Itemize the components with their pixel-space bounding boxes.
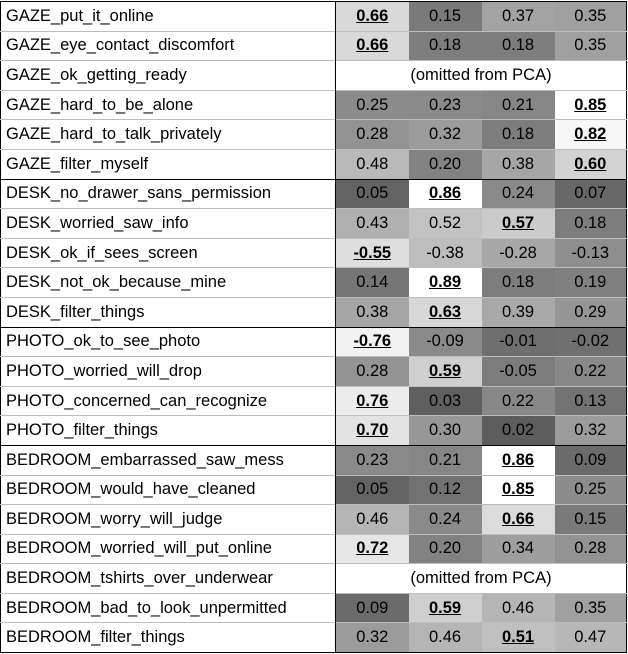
row-label: GAZE_hard_to_talk_privately [1, 120, 336, 150]
loading-value: 0.85 [501, 480, 535, 499]
loading-value: 0.14 [356, 273, 389, 292]
row-label: DESK_ok_if_sees_screen [1, 238, 336, 268]
loading-cell [555, 2, 627, 32]
loading-cell [482, 297, 555, 327]
loading-cell [555, 505, 627, 535]
loading-cell [409, 505, 482, 535]
loading-value: 0.22 [574, 361, 607, 380]
loading-value: 0.28 [356, 125, 389, 144]
loading-cell [555, 386, 627, 416]
loading-value: 0.18 [501, 273, 535, 292]
table-row [1, 623, 627, 653]
loading-value: 0.25 [574, 480, 607, 499]
loading-value: 0.85 [574, 95, 607, 114]
loading-cell [409, 297, 482, 327]
loading-cell [409, 386, 482, 416]
loading-cell [555, 593, 627, 623]
loading-cell [409, 238, 482, 268]
loading-value: 0.46 [428, 628, 462, 647]
loading-value: 0.52 [428, 213, 462, 232]
loading-cell [555, 297, 627, 327]
loading-cell [555, 120, 627, 150]
loading-value: 0.18 [501, 125, 535, 144]
loading-value: 0.37 [501, 6, 535, 25]
loading-cell [336, 120, 409, 150]
loading-cell [409, 268, 482, 298]
loading-cell [555, 268, 627, 298]
loading-value: 0.20 [428, 154, 462, 173]
row-label: GAZE_ok_getting_ready [1, 61, 336, 91]
omitted-note: (omitted from PCA) [336, 564, 627, 594]
loading-cell [555, 90, 627, 120]
loading-value: 0.89 [428, 273, 462, 292]
table-row [1, 386, 627, 416]
loading-value: 0.03 [428, 391, 462, 410]
loading-value: 0.18 [428, 36, 462, 55]
loading-value: 0.24 [501, 184, 535, 203]
loading-value: 0.22 [501, 391, 535, 410]
row-label: PHOTO_worried_will_drop [1, 357, 336, 387]
loading-value: 0.32 [356, 628, 389, 647]
table-row [1, 31, 627, 61]
table-row [1, 505, 627, 535]
loading-value: 0.35 [574, 598, 607, 617]
row-label: BEDROOM_would_have_cleaned [1, 475, 336, 505]
table-row [1, 297, 627, 327]
loading-cell [482, 534, 555, 564]
loading-value: 0.39 [501, 302, 535, 321]
loading-cell [555, 179, 627, 209]
loading-cell [555, 534, 627, 564]
loading-value: 0.24 [428, 509, 462, 528]
loading-cell [409, 2, 482, 32]
loading-value: 0.46 [501, 598, 535, 617]
row-label: DESK_not_ok_because_mine [1, 268, 336, 298]
loading-cell [409, 31, 482, 61]
loading-cell [409, 90, 482, 120]
loading-value: 0.05 [356, 480, 389, 499]
loading-cell [336, 327, 409, 357]
loading-cell [482, 149, 555, 179]
loading-value: -0.02 [571, 332, 610, 351]
loading-value: -0.55 [353, 243, 392, 262]
loading-cell [336, 2, 409, 32]
loading-value: 0.35 [574, 36, 607, 55]
loading-value: 0.15 [574, 509, 607, 528]
loading-cell [482, 357, 555, 387]
table-row [1, 327, 627, 357]
loading-cell [555, 31, 627, 61]
loading-cell [482, 120, 555, 150]
table-row [1, 179, 627, 209]
loading-value: 0.59 [428, 361, 462, 380]
loading-cell [555, 445, 627, 475]
loading-value: 0.09 [574, 450, 607, 469]
row-label: GAZE_eye_contact_discomfort [1, 31, 336, 61]
loading-cell [409, 209, 482, 239]
loading-value: 0.60 [574, 154, 607, 173]
loading-cell [409, 475, 482, 505]
row-label: DESK_worried_saw_info [1, 209, 336, 239]
table-row [1, 564, 627, 594]
row-label: GAZE_put_it_online [1, 2, 336, 32]
table-row [1, 90, 627, 120]
loading-cell [336, 297, 409, 327]
loading-cell [409, 357, 482, 387]
loading-cell [482, 623, 555, 653]
loading-cell [482, 2, 555, 32]
loading-cell [409, 416, 482, 446]
loading-cell [336, 534, 409, 564]
loading-value: 0.38 [356, 302, 389, 321]
row-label: DESK_no_drawer_sans_permission [1, 179, 336, 209]
loading-cell [409, 593, 482, 623]
loading-cell [336, 209, 409, 239]
loading-value: -0.13 [571, 243, 610, 262]
loading-cell [555, 475, 627, 505]
table-row [1, 238, 627, 268]
loading-cell [555, 416, 627, 446]
loading-cell [336, 238, 409, 268]
loading-cell [482, 179, 555, 209]
row-label: BEDROOM_tshirts_over_underwear [1, 564, 336, 594]
loading-cell [482, 31, 555, 61]
table-row [1, 61, 627, 91]
loading-value: 0.15 [428, 6, 462, 25]
loading-value: 0.28 [356, 361, 389, 380]
loading-cell [482, 505, 555, 535]
loading-value: 0.76 [356, 391, 389, 410]
loading-value: 0.34 [501, 539, 535, 558]
loading-value: 0.23 [356, 450, 389, 469]
loading-value: 0.86 [428, 184, 462, 203]
loading-value: 0.13 [574, 391, 607, 410]
loading-value: 0.02 [501, 421, 535, 440]
loading-cell [336, 149, 409, 179]
loading-cell [482, 238, 555, 268]
table-row [1, 416, 627, 446]
row-label: BEDROOM_embarrassed_saw_mess [1, 445, 336, 475]
loading-value: -0.01 [499, 332, 537, 351]
loading-value: 0.09 [356, 598, 389, 617]
loading-value: 0.21 [501, 95, 535, 114]
loading-value: 0.35 [574, 6, 607, 25]
loading-cell [482, 386, 555, 416]
loading-value: 0.86 [501, 450, 535, 469]
loading-value: -0.76 [353, 332, 392, 351]
table-row [1, 209, 627, 239]
row-label: PHOTO_concerned_can_recognize [1, 386, 336, 416]
loading-value: 0.66 [356, 6, 389, 25]
pca-loadings-table [0, 1, 627, 653]
loading-cell [336, 357, 409, 387]
loading-cell [482, 475, 555, 505]
loading-cell [409, 534, 482, 564]
loading-cell [555, 238, 627, 268]
row-label: DESK_filter_things [1, 297, 336, 327]
loading-cell [482, 593, 555, 623]
loading-cell [336, 505, 409, 535]
loading-cell [555, 357, 627, 387]
row-label: BEDROOM_worry_will_judge [1, 505, 336, 535]
table-row [1, 534, 627, 564]
row-label: BEDROOM_bad_to_look_unpermitted [1, 593, 336, 623]
loading-cell [336, 475, 409, 505]
loading-cell [409, 327, 482, 357]
loading-value: 0.07 [574, 184, 607, 203]
loading-cell [409, 120, 482, 150]
loading-cell [409, 179, 482, 209]
loading-cell [482, 416, 555, 446]
loading-value: 0.46 [356, 509, 389, 528]
loading-cell [409, 623, 482, 653]
table-row [1, 2, 627, 32]
loading-cell [555, 623, 627, 653]
loading-value: 0.43 [356, 213, 389, 232]
row-label: PHOTO_ok_to_see_photo [1, 327, 336, 357]
loading-cell [555, 209, 627, 239]
loading-value: -0.05 [499, 361, 537, 380]
loading-cell [482, 90, 555, 120]
loading-value: 0.72 [356, 539, 389, 558]
table-row [1, 357, 627, 387]
loading-cell [482, 209, 555, 239]
loading-cell [336, 31, 409, 61]
loading-value: -0.09 [426, 332, 464, 351]
loading-value: 0.21 [428, 450, 462, 469]
loading-cell [336, 416, 409, 446]
loading-value: 0.51 [501, 628, 535, 647]
loading-value: 0.66 [356, 36, 389, 55]
loading-cell [555, 149, 627, 179]
loading-value: 0.63 [428, 302, 462, 321]
loading-cell [482, 445, 555, 475]
loading-value: 0.59 [428, 598, 462, 617]
loading-value: -0.38 [426, 243, 464, 262]
loading-value: 0.12 [428, 480, 462, 499]
loading-value: 0.28 [574, 539, 607, 558]
table-row [1, 475, 627, 505]
table-row [1, 120, 627, 150]
loading-cell [336, 179, 409, 209]
loading-value: 0.57 [501, 213, 535, 232]
loading-value: 0.47 [574, 628, 607, 647]
loading-cell [336, 593, 409, 623]
loading-value: 0.29 [574, 302, 607, 321]
loading-value: 0.32 [428, 125, 462, 144]
loading-value: 0.20 [428, 539, 462, 558]
loading-cell [482, 327, 555, 357]
loading-cell [336, 90, 409, 120]
loading-value: 0.23 [428, 95, 462, 114]
loading-value: 0.19 [574, 273, 607, 292]
loading-value: -0.28 [499, 243, 537, 262]
table-row [1, 593, 627, 623]
loading-cell [482, 268, 555, 298]
loading-cell [336, 386, 409, 416]
loading-cell [336, 623, 409, 653]
loading-value: 0.32 [574, 421, 607, 440]
row-label: GAZE_filter_myself [1, 149, 336, 179]
omitted-note: (omitted from PCA) [336, 61, 627, 91]
loading-value: 0.25 [356, 95, 389, 114]
loading-value: 0.38 [501, 154, 535, 173]
loading-value: 0.18 [501, 36, 535, 55]
row-label: PHOTO_filter_things [1, 416, 336, 446]
loading-cell [409, 445, 482, 475]
table-row [1, 445, 627, 475]
loading-cell [409, 149, 482, 179]
loading-cell [336, 268, 409, 298]
table-row [1, 149, 627, 179]
loading-cell [336, 445, 409, 475]
loading-value: 0.18 [574, 213, 607, 232]
loading-value: 0.66 [501, 509, 535, 528]
loading-value: 0.82 [574, 125, 607, 144]
row-label: BEDROOM_filter_things [1, 623, 336, 653]
row-label: GAZE_hard_to_be_alone [1, 90, 336, 120]
loading-value: 0.48 [356, 154, 389, 173]
loading-value: 0.70 [356, 421, 389, 440]
row-label: BEDROOM_worried_will_put_online [1, 534, 336, 564]
loading-value: 0.30 [428, 421, 462, 440]
loading-value: 0.05 [356, 184, 389, 203]
table-row [1, 268, 627, 298]
loading-cell [555, 327, 627, 357]
